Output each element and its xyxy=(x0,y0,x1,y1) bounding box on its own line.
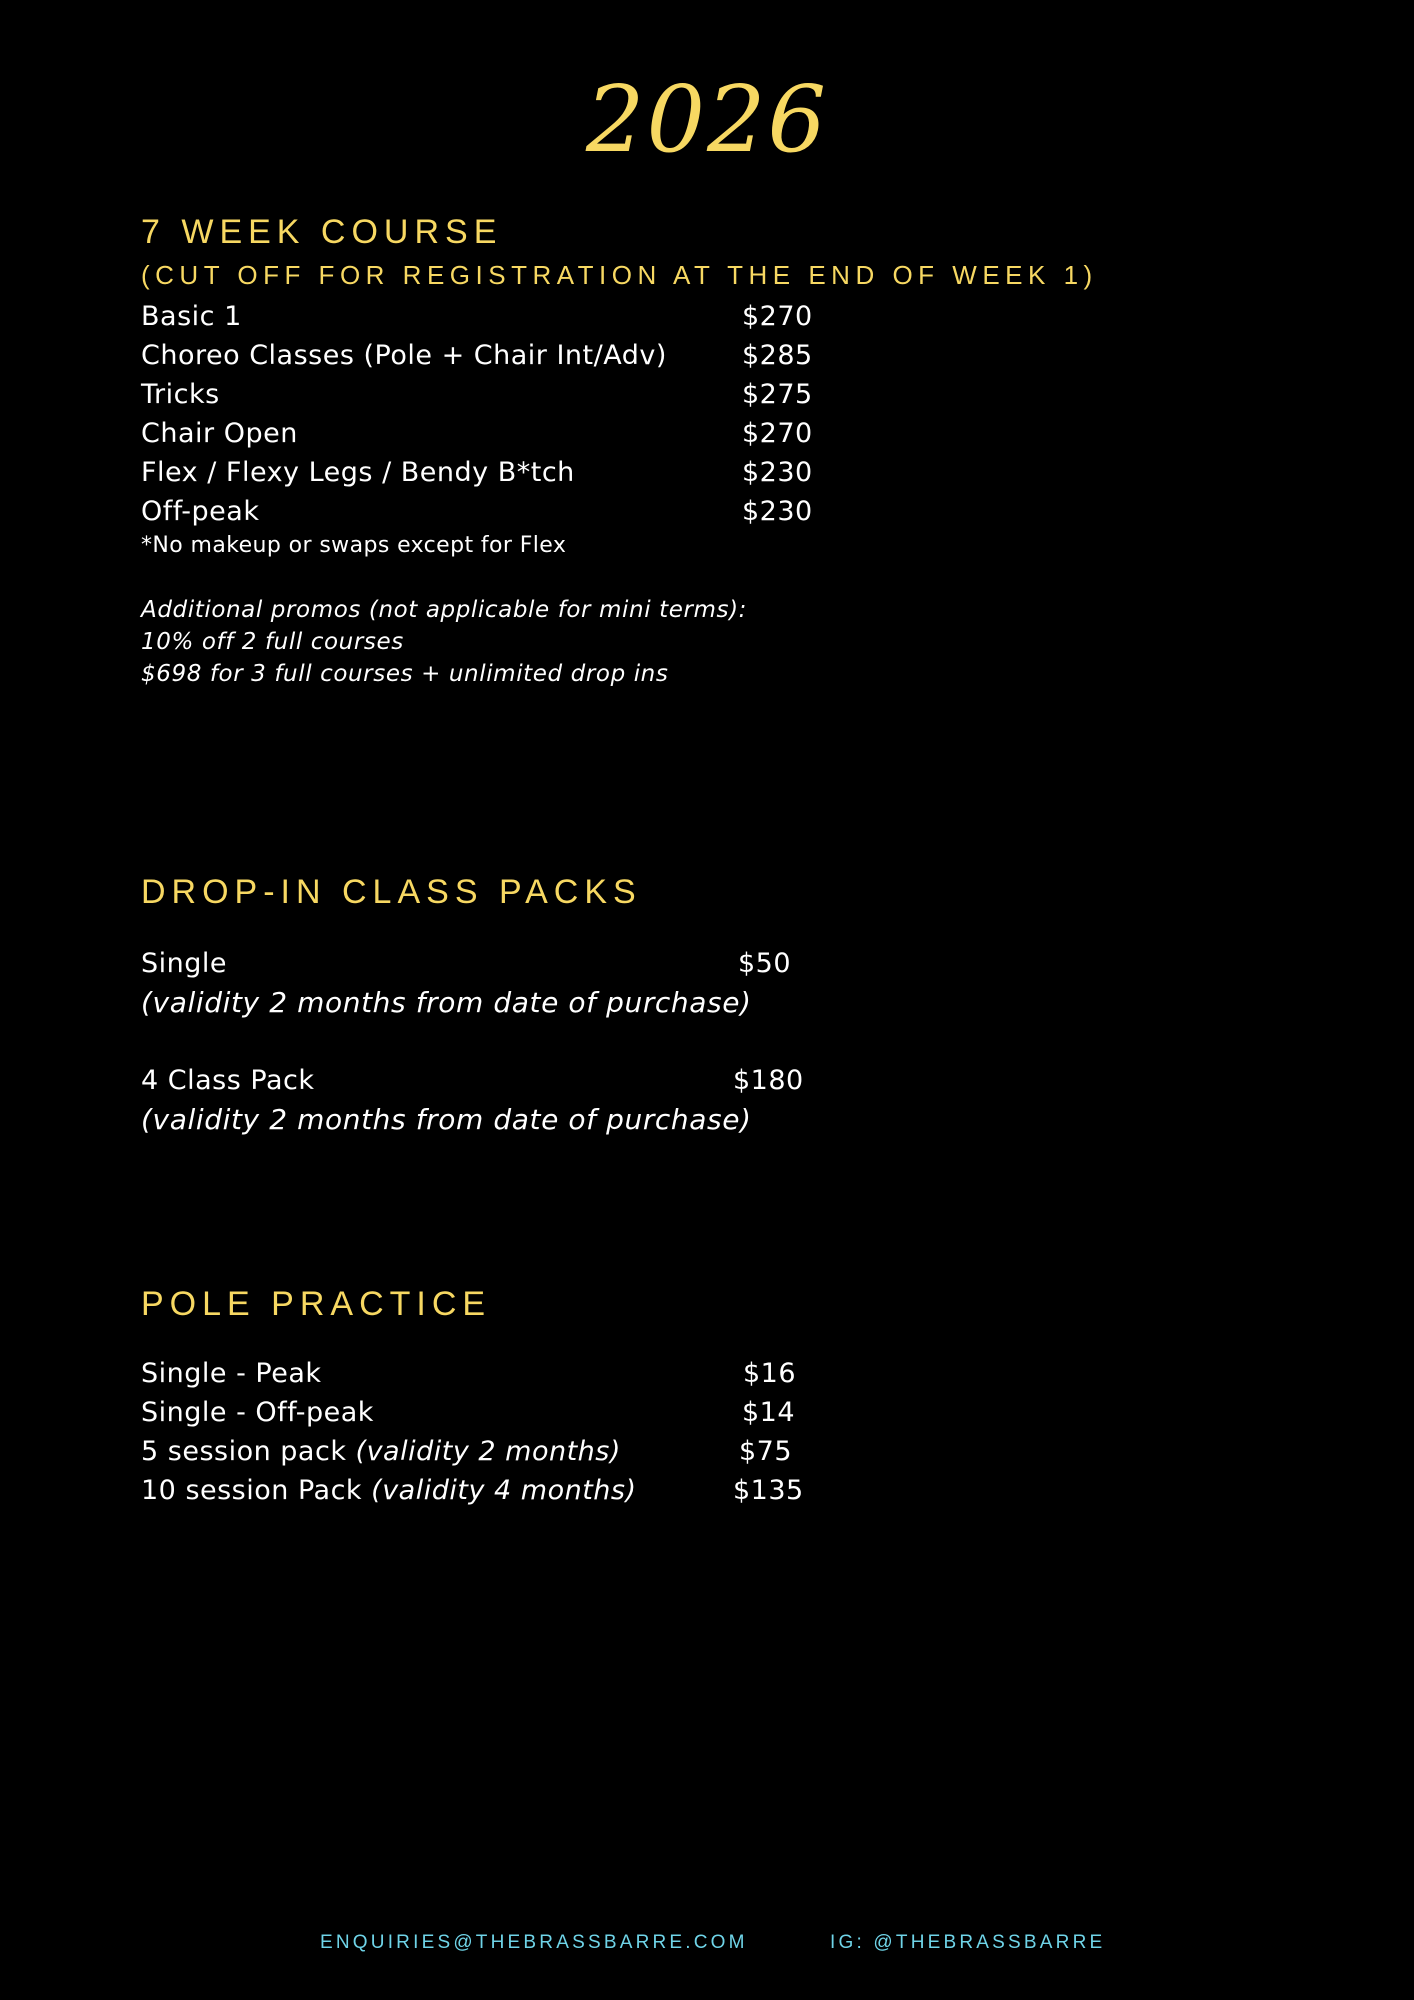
dropin-row xyxy=(141,1061,821,1100)
practice-row xyxy=(141,1432,821,1471)
dropin-row-label: 4 Class Pack xyxy=(141,1065,315,1096)
dropin-row-price: $50 xyxy=(738,948,792,979)
course-row xyxy=(141,453,821,492)
practice-row-label: 10 session Pack (validity 4 months) xyxy=(141,1475,637,1506)
course-row-price: $270 xyxy=(742,418,813,449)
dropin-validity: (validity 2 months from date of purchase) xyxy=(141,986,752,1019)
dropin-row-price: $180 xyxy=(733,1065,804,1096)
course-row-label: Chair Open xyxy=(141,418,298,449)
course-row-label: Basic 1 xyxy=(141,301,242,332)
practice-row-price: $16 xyxy=(743,1358,797,1389)
course-subheading: (CUT OFF FOR REGISTRATION AT THE END OF WEEK 1) xyxy=(141,260,1098,290)
dropin-validity: (validity 2 months from date of purchase) xyxy=(141,1103,752,1136)
promo-heading: Additional promos (not applicable for mini terms): xyxy=(141,597,748,623)
course-row xyxy=(141,414,821,453)
course-heading: 7 WEEK COURSE xyxy=(141,213,503,251)
course-row xyxy=(141,297,821,336)
course-row xyxy=(141,336,821,375)
practice-row-label: Single - Off-peak xyxy=(141,1397,374,1428)
year-title: 2026 xyxy=(585,66,829,173)
practice-row-label: 5 session pack (validity 2 months) xyxy=(141,1436,621,1467)
promo-line: $698 for 3 full courses + unlimited drop ins xyxy=(141,661,669,687)
dropin-row-label: Single xyxy=(141,948,228,979)
practice-row-price: $135 xyxy=(733,1475,804,1506)
course-row-price: $230 xyxy=(742,496,813,527)
practice-row xyxy=(141,1354,821,1393)
practice-heading: POLE PRACTICE xyxy=(141,1285,492,1323)
practice-row-price: $75 xyxy=(739,1436,793,1467)
practice-row xyxy=(141,1393,821,1432)
course-row-label: Choreo Classes (Pole + Chair Int/Adv) xyxy=(141,340,667,371)
footer-email[interactable]: ENQUIRIES@THEBRASSBARRE.COM xyxy=(320,1932,748,1953)
course-row-price: $275 xyxy=(742,379,813,410)
footer-instagram[interactable]: IG: @THEBRASSBARRE xyxy=(830,1932,1106,1953)
promo-line: 10% off 2 full courses xyxy=(141,629,404,655)
course-note: *No makeup or swaps except for Flex xyxy=(141,533,567,558)
practice-row-price: $14 xyxy=(742,1397,796,1428)
course-row xyxy=(141,492,821,531)
course-row-label: Off-peak xyxy=(141,496,260,527)
practice-row xyxy=(141,1471,821,1510)
course-row-label: Tricks xyxy=(141,379,220,410)
course-row-price: $230 xyxy=(742,457,813,488)
dropin-heading: DROP-IN CLASS PACKS xyxy=(141,873,642,911)
course-row-label: Flex / Flexy Legs / Bendy B*tch xyxy=(141,457,575,488)
course-row xyxy=(141,375,821,414)
course-row-price: $270 xyxy=(742,301,813,332)
course-row-price: $285 xyxy=(742,340,813,371)
practice-row-label: Single - Peak xyxy=(141,1358,322,1389)
dropin-row xyxy=(141,944,821,983)
